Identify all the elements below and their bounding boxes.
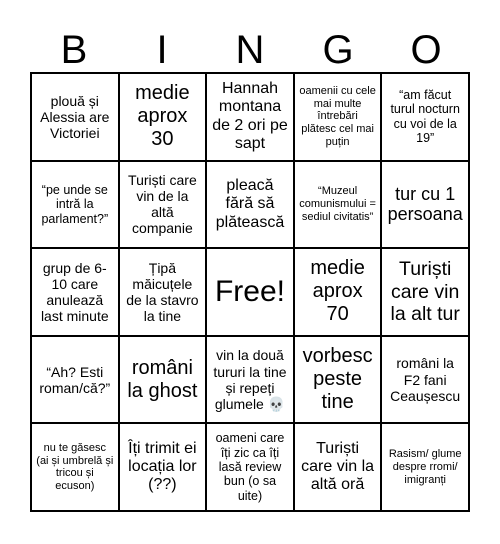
bingo-grid <box>30 72 470 512</box>
bingo-cell[interactable]: pleacă fără să plătească <box>206 161 294 249</box>
bingo-cell[interactable]: vin la două tururi la tine și repeți glumele 💀 <box>206 336 294 424</box>
bingo-cell[interactable]: oameni care îți zic ca îți lasă review bun (o sa uite) <box>206 423 294 511</box>
bingo-cell[interactable]: “Ah? Esti roman/că?” <box>31 336 119 424</box>
bingo-cell[interactable]: plouă și Alessia are Victoriei <box>31 73 119 161</box>
bingo-cell[interactable]: români la F2 fani Ceaușescu <box>381 336 469 424</box>
bingo-cell[interactable]: Îți trimit ei locația lor (??) <box>119 423 207 511</box>
bingo-cell[interactable]: Turiști care vin de la altă companie <box>119 161 207 249</box>
header-letter-n: N <box>235 28 265 72</box>
header-letter-i: I <box>156 28 168 72</box>
bingo-cell[interactable]: Turiști care vin la alt tur <box>381 248 469 336</box>
bingo-cell[interactable]: vorbesc peste tine <box>294 336 382 424</box>
bingo-cell[interactable]: “am făcut turul nocturn cu voi de la 19” <box>381 73 469 161</box>
header-letter-g: G <box>322 28 354 72</box>
bingo-cell[interactable]: “pe unde se intră la parlament?” <box>31 161 119 249</box>
bingo-cell[interactable]: medie aprox 70 <box>294 248 382 336</box>
bingo-cell[interactable]: Turiști care vin la altă oră <box>294 423 382 511</box>
free-cell[interactable]: Free! <box>206 248 294 336</box>
bingo-cell[interactable]: nu te găsesc (ai și umbrelă și tricou și ecuson) <box>31 423 119 511</box>
bingo-header <box>30 26 470 74</box>
bingo-cell[interactable]: medie aprox 30 <box>119 73 207 161</box>
header-letter-o: O <box>410 28 442 72</box>
bingo-cell[interactable]: oamenii cu cele mai multe întrebări plătesc cel mai puțin <box>294 73 382 161</box>
bingo-cell[interactable]: tur cu 1 persoana <box>381 161 469 249</box>
bingo-cell[interactable]: Hannah montana de 2 ori pe sapt <box>206 73 294 161</box>
bingo-cell[interactable]: români la ghost <box>119 336 207 424</box>
bingo-cell[interactable]: “Muzeul comunismului = sediul civitatis” <box>294 161 382 249</box>
header-letter-b: B <box>60 28 88 72</box>
bingo-cell[interactable]: Rasism/ glume despre rromi/ imigranți <box>381 423 469 511</box>
bingo-cell[interactable]: grup de 6-10 care anulează last minute <box>31 248 119 336</box>
bingo-cell[interactable]: Țipă măicuțele de la stavro la tine <box>119 248 207 336</box>
